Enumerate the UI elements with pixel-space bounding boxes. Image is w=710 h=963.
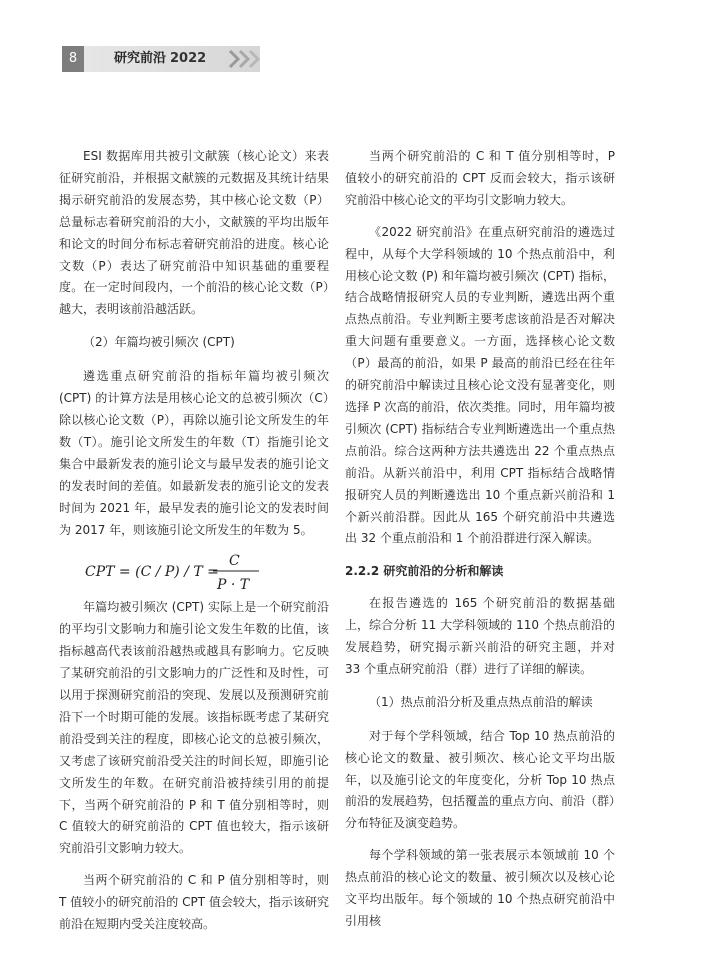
chevron-arrows-icon [226,49,266,69]
paragraph: 遴选重点研究前沿的指标年篇均被引频次 (CPT) 的计算方法是用核心论文的总被引频次（C）除以核心论文数（P），再除以施引论文所发生的年数（T）。施引论文所发生的年数（T）指施引论文集合中最新发表的施引论文与最早发表的施引论文的发表时间的差值。如最新发表的施引论文的发表时间为 2021 年，最早发表的施引论文的发表时间为 2017 年，则该施引论文所发生的年数为 5。 [59,369,329,537]
subheading-hot-fronts: （1）热点前沿分析及重点热点前沿的解读 [369,694,593,709]
header-year: 2022 [170,51,207,66]
formula-denominator: P · T [217,577,250,594]
paragraph: 当两个研究前沿的 C 和 P 值分别相等时，则 T 值较小的研究前沿的 CPT 值会较大，指示该研究前沿在短期内受关注度较高。 [59,873,329,932]
header-band [84,46,260,72]
paragraph: 当两个研究前沿的 C 和 T 值分别相等时，P 值较小的研究前沿的 CPT 反而会较大，指示该研究前沿中核心论文的平均引文影响力较大。 [345,149,615,207]
paragraph: 《2022 研究前沿》在重点研究前沿的遴选过程中，从每个大学科领域的 10 个热点前沿中，利用核心论文数 (P) 和年篇均被引频次 (CPT) 指标，结合战略情报研究人员的专业判断，遴选出两个重点热点前沿。专业判断主要考虑该前沿是否对解决重大问题有重要意义。一方面，选择核心论文数（P）最高的前沿，如果 P 最高的前沿已经在往年的研究前沿中解读过且核心论文没有显著变化，则选择 P 次高的前沿，依次类推。同时，用年篇均被引频次 (CPT) 指标结合专业判断遴选出一个重点热点前沿。综合这两种方法共遴选出 22 个重点热点前沿。从新兴前沿中，利用 CPT 指标结合战略情报研究人员的判断遴选出 10 个重点新兴前沿和 1 个新兴前沿群。因此从 165 个研究前沿中共遴选出 32 个重点前沿和 1 个前沿群进行深入解读。 [345,224,615,546]
subheading-cpt: （2）年篇均被引频次 (CPT) [83,335,235,350]
formula-lhs: CPT = (C / P) / T = [85,564,219,581]
section-heading: 2.2.2 研究前沿的分析和解读 [345,564,504,579]
paragraph: 年篇均被引频次 (CPT) 实际上是一个研究前沿的平均引文影响力和施引论文发生年数的比值，该指标越高代表该前沿越热或越具有影响力。它反映了某研究前沿的引文影响力的广泛性和及时性，可以用于探测研究前沿的突现、发展以及预测研究前沿下一个时期可能的发展。该指标既考虑了某研究前沿受到关注的程度，即核心论文的总被引频次，又考虑了该研究前沿受关注的时间长短，即施引论文所发生的年数。在研究前沿被持续引用的前提下，当两个研究前沿的 P 和 T 值分别相等时，则 C 值较大的研究前沿的 CPT 值也较大，指示该研究前沿引文影响力较大。 [59,600,329,856]
header-title-text: 研究前沿 [114,51,167,66]
paragraph: ESI 数据库用共被引文献簇（核心论文）来表征研究前沿，并根据文献簇的元数据及其统计结果揭示研究前沿的发展态势，其中核心论文数（P）总量标志着研究前沿的大小，文献簇的平均出版年和论文的时间分布标志着研究前沿的进度。核心论文数（P）表达了研究前沿中知识基础的重要程度。在一定时间段内，一个前沿的核心论文数（P）越大，表明该前沿越活跃。 [59,149,329,317]
paragraph: 在报告遴选的 165 个研究前沿的数据基础上，综合分析 11 大学科领域的 110 个热点前沿的发展趋势，研究揭示新兴前沿的研究主题，并对 33 个重点研究前沿（群）进行了详细的解读。 [345,596,615,676]
header-title [114,49,206,69]
formula-numerator: C [229,553,240,570]
paragraph: 对于每个学科领域，结合 Top 10 热点前沿的核心论文的数量、被引频次、核心论文平均出版年，以及施引论文的年度变化，分析 Top 10 热点前沿的发展趋势，包括覆盖的重点方向、前沿（群）分布特征及演变趋势。 [345,728,616,831]
right-column [345,146,615,933]
paragraph: 每个学科领域的第一张表展示本领域前 10 个热点前沿的核心论文的数量、被引频次以及核心论文平均出版年。每个领域的 10 个热点研究前沿中引用核 [345,848,615,928]
cpt-formula [59,549,329,595]
left-column [59,146,329,936]
page-number: 8 [62,46,84,72]
